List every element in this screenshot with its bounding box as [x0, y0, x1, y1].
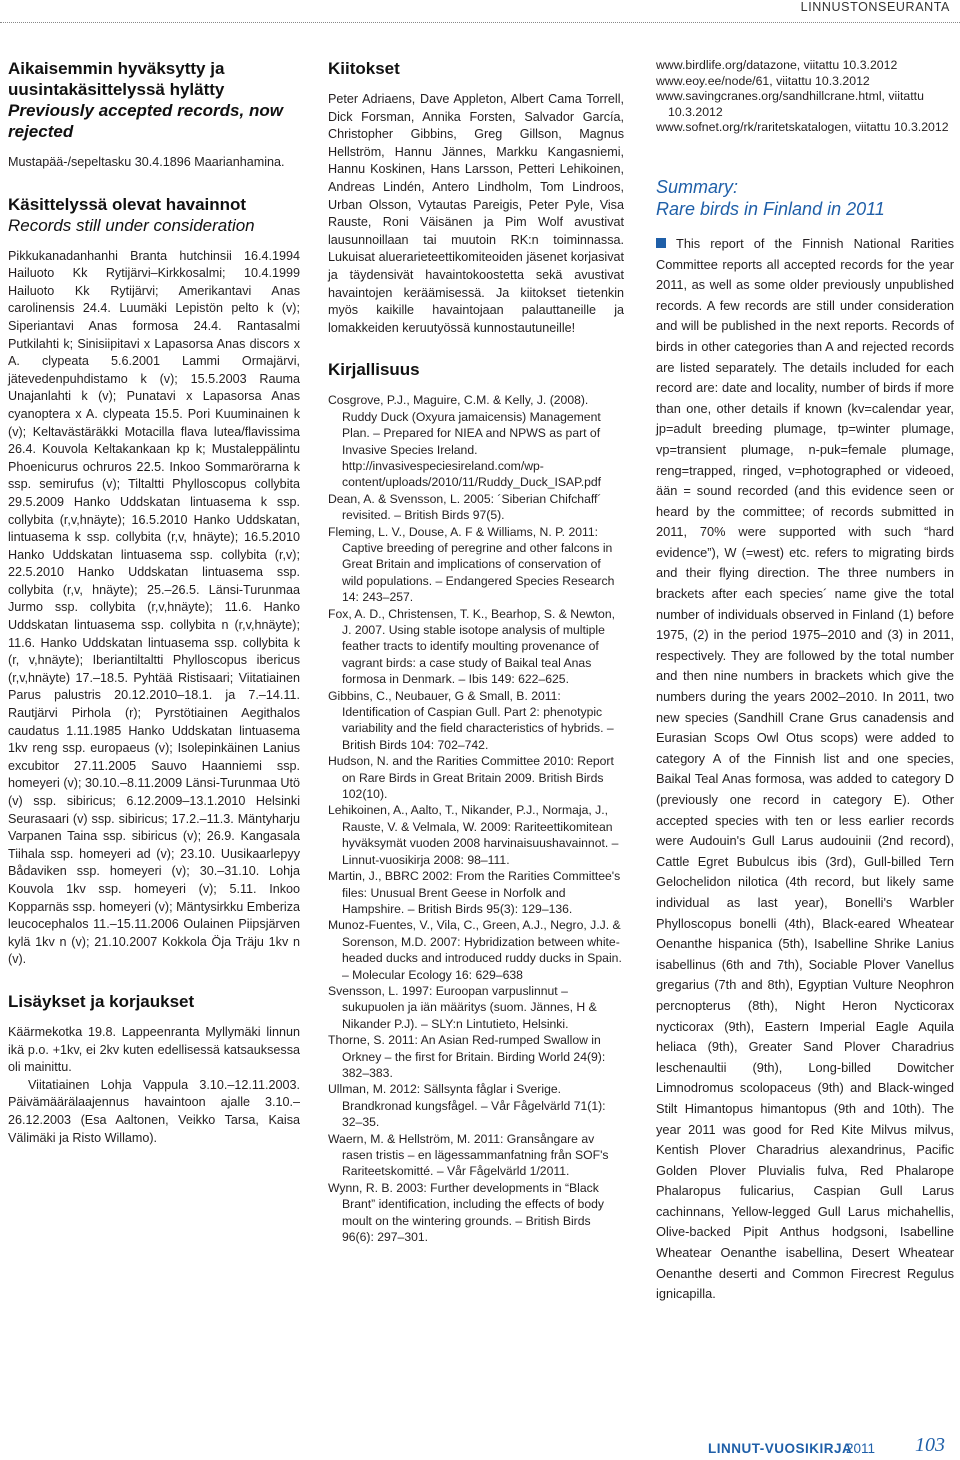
rejected-heading-fi: Aikaisemmin hyväksytty ja uusintakäsittelyssä hylätty: [8, 59, 225, 99]
column-middle: [328, 58, 624, 1245]
column-right: [656, 58, 954, 1305]
consideration-text: Pikkukanadanhanhi Branta hutchinsii 16.4.1994 Hailuoto Kk Rytijärvi–Kirkkosalmi; 10.4.1999 Hailuoto Kk Rytijärvi; Amerikantavi Anas carolinensis 24.4. Luumäki Lepistön pelto k (v); Siperiantavi Anas formosa 24.4. Rantasalmi Putkilahti k; Sinisiipitavi x Lapasorsa Anas discors x A. clypeata 5.6.2001 Lammi Ormajärvi, jätevedenpuhdistamo k (v); 15.5.2003 Rauma Unajanlahti k (v); Punatavi x Lapasorsa Anas cyanoptera x A. clypeata 15.5. Pori Kuuminainen k (v); Keltavästäräkki Motacilla flava lutea/flavissima 26.4. Kouvola Keltakankaan kp k; Mustaleppälintu Phoenicurus ochruros 22.5. Inkoo Sommarörarna k ssp. semirufus (v); Tiltaltti Phylloscopus collybita 29.5.2009 Hanko Uddskatan lintuasema k ssp. collybita (r,v,hnäyte); 16.5.2010 Hanko Uddskatan, lintuasema k ssp. collybita (r,v, hnäyte); 16.5.2010 Hanko Uddskatan lintuasema ssp. collybita (r,v); 22.5.2010 Hanko Uddskatan lintuasema ssp. collybita (r,v, hnäyte); 25.–26.5. Länsi-Turunmaa Jurmo ssp. collybita (r,v,hnäyte); 11.6. Hanko Uddskatan lintuasema ssp. collybita n (r,v,hnäyte); 11.6. Hanko Uddskatan lintuasema ssp. collybita k (r, v,hnäyte); Iberiantiltaltti Phylloscopus ibericus (r,v,hnäyte) 17.–18.5. Pyhtää Ristisaari; Viitatiainen Parus palustris 20.12.2010–18.1. ja 7.–14.11. Rautjärvi Pirhola (r); Pyrstötiainen Aegithalos caudatus 1.11.1985 Hanko Uddskatan lintuasema 1kv reng ssp. europaeus (v); Isolepinkäinen Lanius excubitor 27.11.2005 Sauvo Haanniemi ssp. homeyeri (v); 30.10.–8.11.2009 Länsi-Turunmaa Utö (v) ssp. sibiricus; 6.12.2009–13.1.2010 Helsinki Seurasaari (v) ssp. sibiricus; 17.2.–11.3. Mäntyharju Varpanen Taina ssp. sibiricus (v); 26.9. Kangasala Tiihala ssp. homeyeri ad (v); 23.10. Uusikaarlepyy Bådaviken ssp. homeyeri (v); 30.–31.10. Lohja Kouvola 1kv ssp. homeyeri (v); 5.11. Inkoo Kopparnäs ssp. homeyeri (v); Mäntysirkku Emberiza leucocephalos 11.–15.11.2006 Oulainen Piipsjärven kylä 1kv n (v); 21.10.2007 Kokkola Öja Träju 1kv n (v).: [8, 248, 300, 967]
reference-item: Dean, A. & Svensson, L. 2005: ´Siberian Chifchaff´ revisited. – British Birds 97(5).: [328, 491, 602, 523]
web-reference-link[interactable]: www.sofnet.org/rk/raritetskatalogen, viitattu 10.3.2012: [656, 120, 949, 135]
web-reference-link[interactable]: www.savingcranes.org/sandhillcrane.html, viitattu 10.3.2012: [656, 89, 924, 119]
reference-item: Waern, M. & Hellström, M. 2011: Gransångare av rasen tristis – en lägessammanfatning från SOF's Rariteetskomitté. – Vår Fågelvärld 1/2011.: [328, 1131, 609, 1179]
consideration-heading: [8, 194, 300, 236]
reference-item: Svensson, L. 1997: Euroopan varpuslinnut – sukupuolen ja iän määritys (suom. Jännes, H & Nikander P.J). – SLY:n Lintutieto, Helsinki.: [328, 983, 597, 1031]
reference-list: [328, 392, 624, 1245]
additions-paragraph-1: Käärmekotka 19.8. Lappeenranta Myllymäki linnun ikä p.o. +1kv, ei 2kv kuten edellisessä katsauksessa oli mainittu.: [8, 1024, 300, 1075]
footer-publication-title: LINNUT-VUOSIKIRJA: [708, 1441, 853, 1456]
page-number: 103: [915, 1434, 945, 1456]
reference-item: Martin, J., BBRC 2002: From the Rarities Committee's files: Unusual Brent Geese in Norfolk and Hampshire. – British Birds 95(3): 129–136.: [328, 869, 621, 916]
rejected-heading: [8, 58, 300, 142]
reference-item: Thorne, S. 2011: An Asian Red-rumped Swallow in Orkney – the first for Britain. Birding World 24(9): 382–383.: [328, 1033, 606, 1080]
reference-item: Lehikoinen, A., Aalto, T., Nikander, P.J., Normaja, J., Rauste, V. & Velmala, W. 2009: Rariteettikomitean hyväksymät vuoden 2008 harvinaisuushavainnot. – Linnut-vuosikirja 2008: 98–111.: [328, 803, 619, 867]
web-reference-link[interactable]: www.birdlife.org/datazone, viitattu 10.3.2012: [656, 58, 898, 72]
additions-heading: Lisäykset ja korjaukset: [8, 991, 195, 1011]
reference-item: Cosgrove, P.J., Maguire, C.M. & Kelly, J. (2008). Ruddy Duck (Oxyura jamaicensis) Management Plan. – Prepared for NIEA and NPWS as part of Invasive Species Ireland. http://invasivespeciesireland.com/wp-content/uploads/2010/11/Ruddy_Duck_ISAP.pdf: [328, 393, 602, 490]
summary-text-body: This report of the Finnish National Rarities Committee reports all accepted records for the year 2011, as well as some older previously unpublished records. A few records are still under consideration and will be published in the next reports. Records of birds in other categories than A and rejected records are listed separately. The details included for each record are: date and locality, number of birds if more than one, other details if known (kv=calendar year, jp=adult breeding plumage, tp=winter plumage, vp=transient plumage, n-puk=female plumage, reng=trapped, ringed, v=photographed or videoed, ään = sound recorded (and this evidence seen or heard by the committee; of records submitted in 2011, 70% were supported with such “hard evidence”), W (=west) etc. refers to migrating birds and their flying direction. The three numbers in brackets after each species´ name give the total number of individuals observed in Finland (1) before 1975, (2) in the period 1975–2010 and (3) in 2011, respectively. They are followed by the total number and then nine numbers in brackets which give the numbers during the years 2002–2010. In 2011, two new species (Sandhill Crane Grus canadensis and Eurasian Scops Owl Otus scops) were added to category A of the Finnish list and one species, Baikal Teal Anas formosa, was added to category D (previously one record in category E). Other accepted species with ten or less earlier records were Audouin's Gull Larus audouinii (2nd record), Cattle Egret Bubulcus ibis (3rd), Gull-billed Tern Gelochelidon nilotica (4th record, but likely same individual as last year), Bonelli's Warbler Phylloscopus bonelli (4th), Black-eared Wheatear Oenanthe hispanica (5th), Isabelline Shrike Lanius isabellinus (6th and 7th), Sociable Plover Vanellus gregarius (7th and 8th), Egyptian Vulture Neophron percnopterus (8th), Night Heron Nycticorax nycticorax (9th), Eastern Imperial Eagle Aquila heliaca (9th), Greater Sand Plover Charadrius leschenaultii (9th), Long-billed Dowitcher Limnodromus scolopaceus (9th) and Black-winged Stilt Himantopus himantopus (9th and 10th). The year 2011 was good for Red Kite Milvus milvus, Kentish Plover Charadrius alexandrinus, Pacific Golden Plover Pluvialis fulva, Red Phalarope Phalaropus fulicarius, Caspian Gull Larus cachinnans, Yellow-legged Gull Larus michahellis, Olive-backed Pipit Anthus hodgsoni, Isabelline Wheatear Oenanthe isabellina, Desert Wheatear Oenanthe deserti and Common Firecrest Regulus ignicapilla.: [656, 235, 954, 1302]
thanks-text: Peter Adriaens, Dave Appleton, Albert Cama Torrell, Dick Forsman, Annika Forsten, Salvador García, Christopher Gibbins, Greg Gillson, Magnus Hellström, Hannu Jännes, Markku Kangasniemi, Hannu Koskinen, Hans Larsson, Petteri Lehikoinen, Andreas Lindén, Antero Lindholm, Tom Lindroos, Urban Olsson, Vytautas Pareigis, Peter Pyle, Visa Rauste, Roni Väisänen ja Pim Wolf avustivat lausunnoillaan tai muutoin RK:n toiminnassa. Lukuisat aluerarieteettikomiteoiden jäsenet korjasivat ja täydensivät havaintokoostetta sekä avustivat havaintojen keräämisessä. Ja kiitokset tietenkin myös kaikille havaintojaan palauttaneille ja lomakkeiden keruutyössä kunnostautuneille!: [328, 92, 624, 335]
literature-heading: Kirjallisuus: [328, 360, 420, 380]
consideration-heading-fi: Käsittelyssä olevat havainnot: [8, 194, 247, 214]
footer-year: 2011: [846, 1441, 876, 1456]
reference-item: Fleming, L. V., Douse, A. F & Williams, N. P. 2011: Captive breeding of peregrine and other falcons in Great Britain and implications of conservation of wild populations. – Endangered Species Research 14: 243–257.: [328, 524, 615, 605]
reference-item: Gibbins, C., Neubauer, G & Small, B. 2011: Identification of Caspian Gull. Part 2: phenotypic variability and the field characteristics of hybrids. – British Birds 104: 702–742.: [328, 688, 614, 752]
header-divider: [0, 22, 960, 23]
reference-item: Ullman, M. 2012: Sällsynta fåglar i Sverige. Brandkronad kungsfågel. – Vår Fågelvärld 71(1): 32–35.: [328, 1082, 606, 1130]
bullet-square-icon: [656, 238, 666, 248]
summary-text: [656, 234, 954, 1305]
reference-item: Hudson, N. and the Rarities Committee 2010: Report on Rare Birds in Great Britain 2009. British Birds 102(10).: [328, 754, 614, 802]
column-left: [8, 58, 300, 1147]
consideration-heading-en: Records still under consideration: [8, 215, 255, 235]
thanks-heading: Kiitokset: [328, 59, 400, 78]
reference-item: Fox, A. D., Christensen, T. K., Bearhop, S. & Newton, J. 2007. Using stable isotope analysis of multiple feather tracts to identify moulting provenance of vagrant birds: a case study of Baikal teal Anas formosa in Denmark. – Ibis 149: 622–625.: [328, 606, 615, 687]
rejected-text: Mustapää-/sepeltasku 30.4.1896 Maarianhamina.: [8, 155, 285, 169]
web-references: [656, 58, 954, 136]
rejected-heading-en: Previously accepted records, now rejected: [8, 101, 283, 141]
reference-item: Wynn, R. B. 2003: Further developments in “Black Brant” identification, including the effects of body moult on the wintering grounds. – British Birds 96(6): 297–301.: [328, 1180, 604, 1245]
section-header: LINNUSTONSEURANTA: [800, 0, 950, 14]
summary-title: Rare birds in Finland in 2011: [656, 198, 885, 219]
summary-label: Summary:: [656, 176, 739, 197]
web-reference-link[interactable]: www.eoy.ee/node/61, viitattu 10.3.2012: [656, 73, 870, 88]
reference-item: Munoz-Fuentes, V., Vila, C., Green, A.J., Negro, J.J. & Sorenson, M.D. 2007: Hybridization between white-headed ducks and introduced ruddy ducks in Spain. – Molecular Ecology 16: 629–638: [328, 918, 622, 982]
additions-paragraph-2: Viitatiainen Lohja Vappula 3.10.–12.11.2003. Päivämäärälaajennus havaintoon ajalle 3.10.–26.12.2003 (Esa Aaltonen, Veikko Tarsa, Kaisa Välimäki ja Risto Willamo).: [8, 1077, 300, 1145]
